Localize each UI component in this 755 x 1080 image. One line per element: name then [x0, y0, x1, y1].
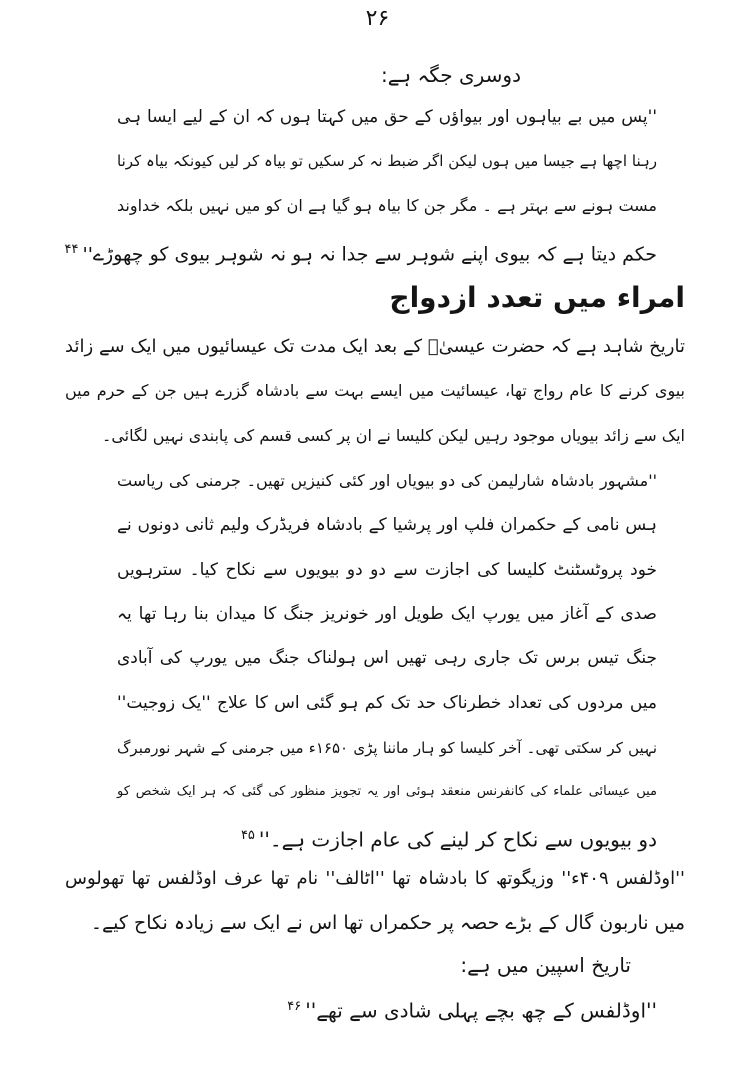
quote1-line-3: خود پروٹسٹنٹ کلیسا کی اجازت سے دو دو بیویوں سے نکاح کیا۔ سترہویں — [117, 560, 657, 580]
section3-line-1: ''اوڈلفس ۴۰۹ء'' وزیگوتھ کا بادشاہ تھا ''اٹالف'' نام تھا عرف اوڈلفس تھا تھولوس — [65, 868, 685, 889]
quote1-line-5: جنگ تیس برس تک جاری رہی تھیں اس ہولناک جنگ میں یورپ کی آبادی — [117, 648, 657, 668]
page-number: ۲۶ — [365, 6, 390, 31]
quote1-line-4: صدی کے آغاز میں یورپ ایک طویل اور خونریز جنگ کا میدان بنا رہا تھا یہ — [117, 604, 657, 624]
section-heading: امراء میں تعدد ازدواج — [389, 281, 685, 314]
footnote-ref-45: ۴۵ — [240, 828, 255, 843]
footnote-ref-44: ۴۴ — [64, 242, 79, 257]
quote1-line-8: میں عیسائی علماء کی کانفرنس منعقد ہوئی اور یہ تجویز منظور کی گئی کہ ہر ایک شخص کو — [117, 784, 657, 799]
quote1-line-7: نہیں کر سکتی تھی۔ آخر کلیسا کو ہار ماننا پڑی ۱۶۵۰ء میں جرمنی کے شہر نورمبرگ — [117, 739, 658, 757]
quote1-line-1: ''مشہور بادشاہ شارلیمن کی دو بیویاں اور کئی کنیزیں تھیں۔ جرمنی کی ریاست — [117, 471, 657, 490]
quote1-line-6: میں مردوں کی تعداد خطرناک حد تک کم ہو گئی اس کا علاج ''یک زوجیت'' — [117, 693, 657, 713]
section1-line-3: مست ہونے سے بہتر ہے ۔ مگر جن کا بیاہ ہو گیا ہے ان کو میں نہیں بلکہ خداوند — [117, 196, 658, 215]
section3-quote: ''اوڈلفس کے چھ بچے پہلی شادی سے تھے'' — [305, 998, 657, 1023]
section1-line-1: ''پس میں بے بیاہوں اور بیواؤں کے حق میں کہتا ہوں کہ ان کے لیے ایسا ہی — [117, 107, 657, 127]
section1-lead: دوسری جگہ ہے: — [380, 63, 521, 87]
section2-line-3: ایک سے زائد بیویاں موجود رہیں لیکن کلیسا نے ان پر کسی قسم کی پابندی نہیں لگائی۔ — [101, 426, 685, 445]
section1-line-4: حکم دیتا ہے کہ بیوی اپنے شوہر سے جدا نہ ہو نہ شوہر بیوی کو چھوڑے'' — [82, 243, 657, 266]
section1-line-2: رہنا اچھا ہے جیسا میں ہوں لیکن اگر ضبط نہ کر سکیں تو بیاہ کر لیں کیونکہ بیاہ کرنا — [117, 152, 657, 170]
section3-quote-wrap — [287, 990, 657, 1024]
section3-lead: تاریخ اسپین میں ہے: — [460, 953, 631, 977]
section2-line-1: تاریخ شاہد ہے کہ حضرت عیسیٰؑ کے بعد ایک مدت تک عیسائیوں میں ایک سے زائد — [65, 336, 685, 357]
section3-line-2: میں ناربون گال کے بڑے حصہ پر حکمراں تھا اس نے ایک سے زیادہ نکاح کیے۔ — [90, 912, 685, 934]
quote1-line-2: ہس نامی کے حکمران فلپ اور پرشیا کے بادشاہ فریڈرک ولیم ثانی دونوں نے — [117, 515, 657, 535]
section1-line-4-wrap — [65, 233, 658, 267]
quote1-line-9-wrap — [241, 819, 657, 853]
footnote-ref-46: ۴۶ — [287, 999, 302, 1014]
quote1-line-9: دو بیویوں سے نکاح کر لینے کی عام اجازت ہے۔'' — [258, 827, 657, 852]
section2-line-2: بیوی کرنے کا عام رواج تھا، عیسائیت میں ایسے بہت سے بادشاہ گزرے ہیں جن کے حرم میں — [65, 381, 685, 400]
